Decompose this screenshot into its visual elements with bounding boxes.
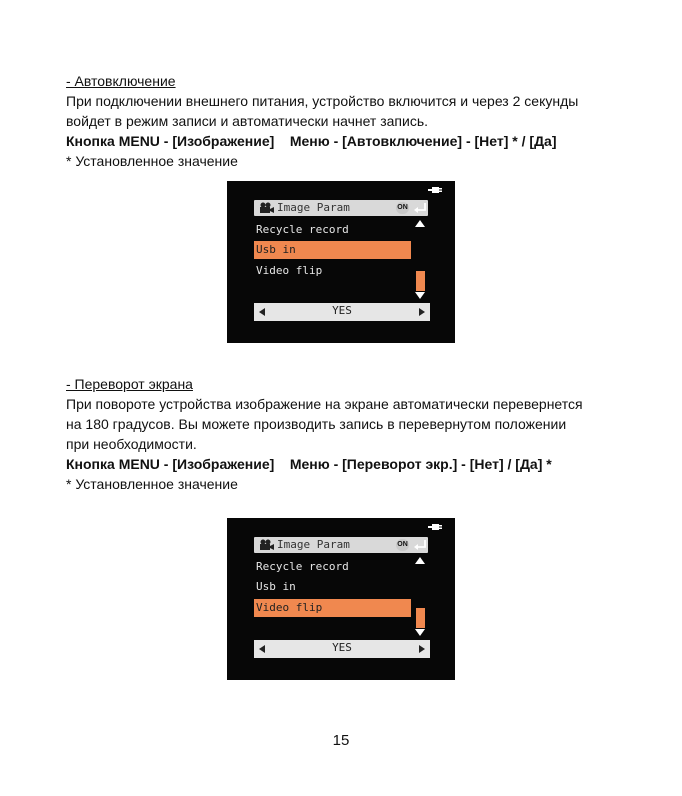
right-arrow-icon[interactable] [419, 308, 425, 316]
back-arrow-icon[interactable] [413, 539, 427, 551]
menu-item-usb-in[interactable]: Usb in [256, 580, 296, 593]
paragraph-line: При повороте устройства изображение на экране автоматически перевернется [66, 396, 583, 412]
scrollbar-thumb[interactable] [416, 271, 425, 291]
scroll-up-arrow-icon[interactable] [415, 557, 425, 564]
on-badge-icon: ON [396, 539, 409, 551]
menu-item-video-flip[interactable]: Video flip [254, 599, 411, 617]
section-heading: - Автовключение [66, 73, 176, 89]
page-number: 15 [332, 732, 350, 749]
default-value-note: * Установленное значение [66, 476, 238, 492]
device-screen-2 [227, 518, 455, 680]
section-heading: - Переворот экрана [66, 376, 193, 392]
video-camera-icon [259, 202, 275, 214]
plug-icon [428, 185, 442, 195]
plug-icon [428, 522, 442, 532]
value-selector[interactable] [254, 303, 430, 321]
menu-item-recycle-record[interactable]: Recycle record [256, 560, 349, 573]
menu-path: Кнопка MENU - [Изображение] Меню - [Переворот экр.] - [Нет] / [Да] * [66, 456, 552, 472]
paragraph-line: войдет в режим записи и автоматически начнет запись. [66, 113, 429, 129]
default-value-note: * Установленное значение [66, 153, 238, 169]
menu-path: Кнопка MENU - [Изображение] Меню - [Автовключение] - [Нет] * / [Да] [66, 133, 557, 149]
paragraph-line: При подключении внешнего питания, устройство включится и через 2 секунды [66, 93, 579, 109]
scroll-down-arrow-icon[interactable] [415, 629, 425, 636]
on-badge-icon: ON [396, 202, 409, 214]
menu-item-video-flip[interactable]: Video flip [256, 264, 323, 277]
device-screen-1 [227, 181, 455, 343]
menu-title: Image Param [277, 201, 350, 214]
right-arrow-icon[interactable] [419, 645, 425, 653]
menu-title: Image Param [277, 538, 350, 551]
back-arrow-icon[interactable] [413, 202, 427, 214]
menu-item-usb-in[interactable]: Usb in [254, 241, 411, 259]
scrollbar-thumb[interactable] [416, 608, 425, 628]
video-camera-icon [259, 539, 275, 551]
value-selector[interactable] [254, 640, 430, 658]
selected-value: YES [332, 304, 352, 317]
scroll-down-arrow-icon[interactable] [415, 292, 425, 299]
scroll-up-arrow-icon[interactable] [415, 220, 425, 227]
selected-value: YES [332, 641, 352, 654]
section-auto-power-on [66, 71, 646, 171]
menu-item-recycle-record[interactable]: Recycle record [256, 223, 349, 236]
paragraph-line: при необходимости. [66, 436, 197, 452]
paragraph-line: на 180 градусов. Вы можете производить запись в перевернутом положении [66, 416, 567, 432]
section-screen-flip [66, 374, 646, 494]
